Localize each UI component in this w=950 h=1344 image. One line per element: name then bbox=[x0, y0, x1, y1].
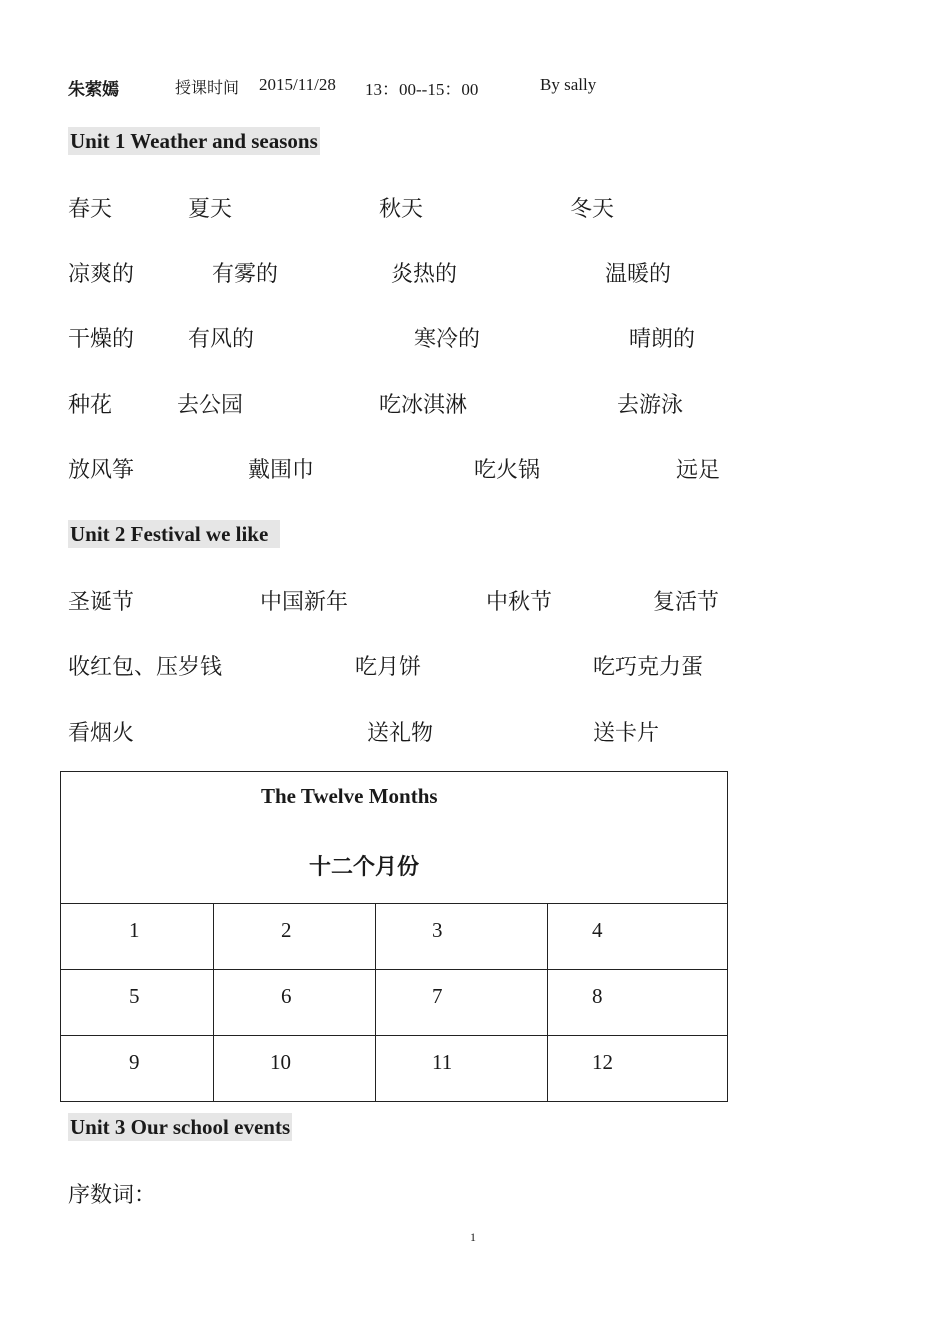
ordinal-numbers-label: 序数词： bbox=[68, 1183, 157, 1208]
lesson-date: 2015/11/28 bbox=[259, 75, 336, 94]
vocab-item: 中秋节 bbox=[486, 590, 553, 615]
vocab-item: 干燥的 bbox=[68, 327, 135, 352]
unit2-row bbox=[0, 585, 950, 615]
vocab-item: 寒冷的 bbox=[414, 327, 481, 352]
table-cell: 9 bbox=[129, 1050, 140, 1074]
table-cell: 8 bbox=[592, 984, 603, 1008]
table-cell: 11 bbox=[432, 1050, 453, 1074]
page-number: 1 bbox=[470, 1230, 476, 1244]
unit2-row bbox=[0, 650, 950, 680]
unit1-row bbox=[0, 388, 950, 418]
vocab-item: 复活节 bbox=[653, 590, 720, 615]
author: By sally bbox=[540, 75, 597, 94]
table-subtitle: 十二个月份 bbox=[309, 854, 420, 880]
vocab-item: 中国新年 bbox=[260, 590, 349, 615]
unit1-row bbox=[0, 192, 950, 222]
unit1-row bbox=[0, 322, 950, 352]
table-cell: 12 bbox=[592, 1050, 613, 1074]
vocab-item: 晴朗的 bbox=[629, 327, 696, 352]
unit1-row bbox=[0, 257, 950, 287]
vocab-item: 吃火锅 bbox=[474, 458, 541, 483]
vocab-item: 吃冰淇淋 bbox=[379, 393, 468, 418]
vocab-item: 收红包、压岁钱 bbox=[68, 655, 223, 680]
vocab-item: 有雾的 bbox=[212, 262, 279, 287]
vocab-item: 戴围巾 bbox=[248, 458, 315, 483]
table-column-divider bbox=[547, 903, 548, 1101]
table-divider bbox=[61, 1035, 727, 1036]
vocab-item: 凉爽的 bbox=[68, 262, 135, 287]
vocab-item: 远足 bbox=[676, 458, 721, 483]
time-label: 授课时间 bbox=[175, 78, 240, 97]
table-column-divider bbox=[375, 903, 376, 1101]
vocab-item: 有风的 bbox=[188, 327, 255, 352]
table-cell: 2 bbox=[281, 918, 292, 942]
table-cell: 5 bbox=[129, 984, 140, 1008]
vocab-item: 看烟火 bbox=[68, 721, 135, 746]
vocab-item: 去公园 bbox=[177, 393, 244, 418]
table-title: The Twelve Months bbox=[261, 784, 438, 808]
table-cell: 4 bbox=[592, 918, 603, 942]
vocab-item: 放风筝 bbox=[68, 458, 135, 483]
lesson-time: 13：00--15：00 bbox=[365, 80, 479, 99]
vocab-item: 秋天 bbox=[379, 197, 424, 222]
unit2-row bbox=[0, 716, 950, 746]
table-cell: 3 bbox=[432, 918, 443, 942]
unit2-heading: Unit 2 Festival we like bbox=[68, 520, 280, 548]
table-divider bbox=[61, 903, 727, 904]
vocab-item: 去游泳 bbox=[617, 393, 684, 418]
unit1-row bbox=[0, 453, 950, 483]
table-cell: 7 bbox=[432, 984, 443, 1008]
months-table bbox=[60, 771, 728, 1102]
vocab-item: 种花 bbox=[68, 393, 113, 418]
vocab-item: 炎热的 bbox=[391, 262, 458, 287]
vocab-item: 温暖的 bbox=[605, 262, 672, 287]
unit3-heading: Unit 3 Our school events bbox=[70, 1115, 291, 1139]
vocab-item: 圣诞节 bbox=[68, 590, 135, 615]
table-cell: 1 bbox=[129, 918, 140, 942]
vocab-item: 送礼物 bbox=[367, 721, 434, 746]
vocab-item: 吃巧克力蛋 bbox=[593, 655, 704, 680]
vocab-item: 送卡片 bbox=[593, 721, 660, 746]
table-cell: 10 bbox=[270, 1050, 291, 1074]
teacher-name: 朱萦嫣 bbox=[68, 80, 119, 100]
vocab-item: 春天 bbox=[68, 197, 113, 222]
table-cell: 6 bbox=[281, 984, 292, 1008]
unit1-heading: Unit 1 Weather and seasons bbox=[70, 129, 318, 153]
table-divider bbox=[61, 969, 727, 970]
table-column-divider bbox=[213, 903, 214, 1101]
vocab-item: 吃月饼 bbox=[355, 655, 422, 680]
vocab-item: 冬天 bbox=[570, 197, 615, 222]
vocab-item: 夏天 bbox=[188, 197, 233, 222]
